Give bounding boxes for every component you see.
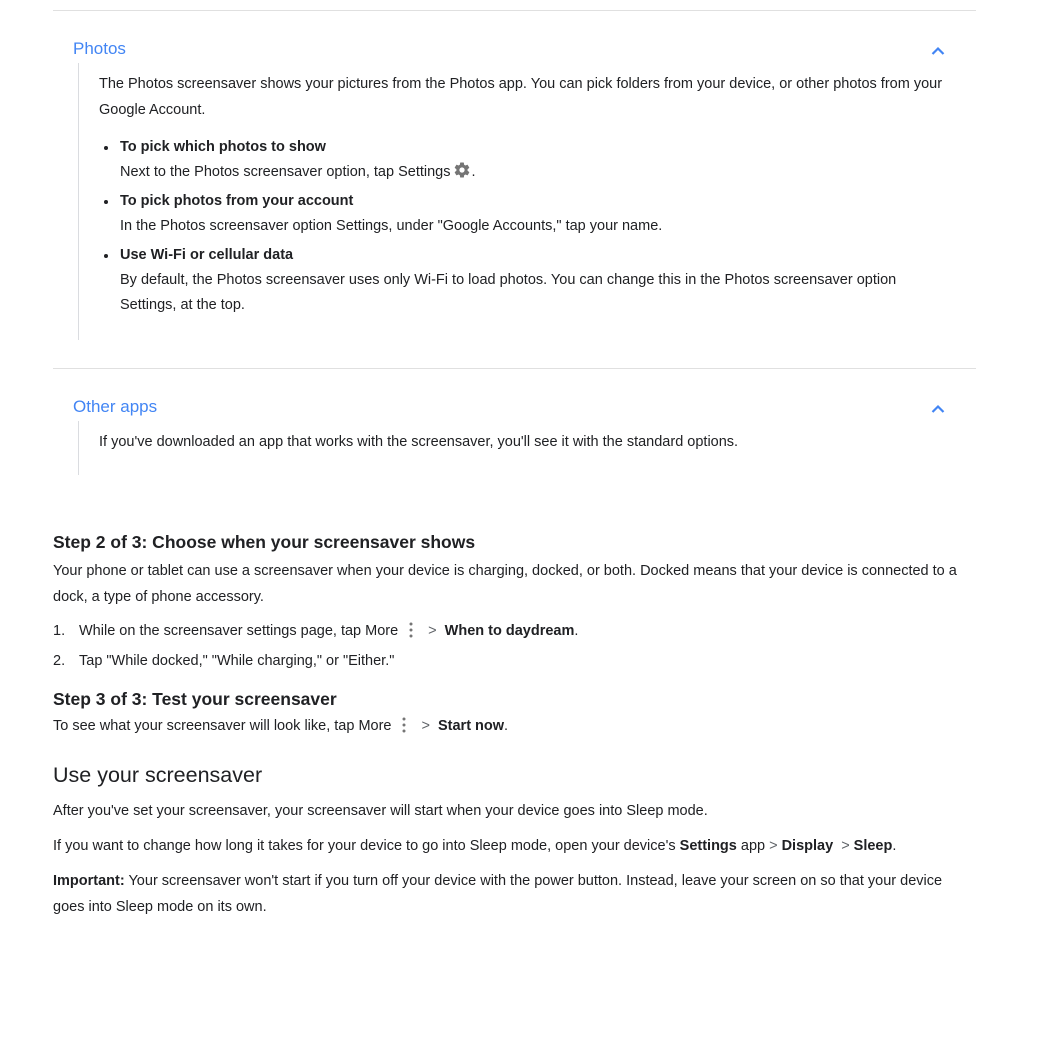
zippy-other-apps-header[interactable] — [53, 369, 976, 421]
list-item-number: 1. — [53, 623, 66, 639]
zippy-photos-body — [78, 63, 976, 340]
use-paragraph-3 — [53, 868, 976, 920]
zippy-photos-list — [99, 135, 946, 318]
list-item-heading: To pick photos from your account — [120, 193, 354, 209]
chevron-right-separator: > — [769, 838, 778, 854]
list-item-text-end: . — [471, 164, 476, 180]
step-2-section — [53, 531, 976, 674]
important-label: Important: — [53, 873, 125, 889]
step-3-bold: Start now — [437, 718, 505, 734]
app-word: app — [740, 838, 766, 854]
use-paragraph-1: After you've set your screensaver, your screensaver will start when your device goes into Sleep mode. — [53, 803, 708, 819]
gear-icon — [453, 161, 471, 179]
list-item-bold: When to daydream — [444, 623, 575, 639]
list-item-text: By default, the Photos screensaver uses only Wi-Fi to load photos. You can change this in the Photos screensaver option Settings, at the top. — [120, 272, 897, 313]
use-paragraph-2 — [53, 833, 976, 859]
more-vert-icon — [404, 621, 418, 639]
help-article — [53, 0, 976, 920]
zippy-photos-intro: The Photos screensaver shows your pictures from the Photos app. You can pick folders from your device, or other photos from your Google Account. — [99, 76, 943, 118]
list-item — [99, 135, 946, 185]
list-item-text: In the Photos screensaver option Settings, under "Google Accounts," tap your name. — [120, 218, 663, 234]
step-3-section — [53, 688, 976, 739]
zippy-other-apps-title[interactable]: Other apps — [73, 397, 158, 416]
list-item-text: While on the screensaver settings page, tap More — [79, 623, 399, 639]
use-heading: Use your screensaver — [53, 763, 263, 787]
step-3-end: . — [504, 718, 509, 734]
step-2-list — [53, 618, 976, 674]
step-3-text — [53, 713, 976, 739]
chevron-up-icon[interactable] — [928, 399, 948, 419]
settings-app-label: Settings — [679, 838, 737, 854]
zippy-photos — [53, 11, 976, 340]
zippy-other-apps-text: If you've downloaded an app that works with the screensaver, you'll see it with the standard options. — [99, 434, 739, 450]
list-item-heading: To pick which photos to show — [120, 139, 326, 155]
list-item — [53, 618, 976, 644]
step-3-text-main: To see what your screensaver will look like, tap More — [53, 718, 392, 734]
use-paragraph-3-text: Your screensaver won't start if you turn off your device with the power button. Instead, leave your screen on so that your device goes into Sleep mode on its own. — [53, 873, 943, 915]
use-paragraph-2-text: If you want to change how long it takes for your device to go into Sleep mode, open your device's — [53, 838, 676, 854]
sleep-label: Sleep — [853, 838, 893, 854]
list-item-heading: Use Wi-Fi or cellular data — [120, 247, 294, 263]
chevron-right-separator: > — [841, 838, 850, 854]
chevron-right-separator: > — [428, 623, 437, 639]
zippy-photos-title[interactable]: Photos — [73, 39, 126, 58]
zippy-photos-header[interactable] — [53, 11, 976, 63]
zippy-other-apps — [53, 369, 976, 475]
list-item-number: 2. — [53, 653, 66, 669]
list-item — [99, 243, 946, 318]
step-2-heading: Step 2 of 3: Choose when your screensaver shows — [53, 532, 476, 552]
display-label: Display — [781, 838, 834, 854]
list-item-text: Tap "While docked," "While charging," or "Either." — [79, 653, 395, 669]
step-3-heading: Step 3 of 3: Test your screensaver — [53, 689, 337, 709]
step-2-text: Your phone or tablet can use a screensaver when your device is charging, docked, or both. Docked means that your device is connected to a dock, a type of phone accessory. — [53, 563, 957, 605]
use-paragraph-2-end: . — [892, 838, 897, 854]
more-vert-icon — [397, 716, 411, 734]
zippy-other-apps-body — [78, 421, 976, 475]
list-item — [53, 648, 976, 674]
use-section — [53, 761, 976, 920]
list-item — [99, 189, 946, 239]
list-item-text: Next to the Photos screensaver option, tap Settings — [120, 164, 451, 180]
chevron-up-icon[interactable] — [928, 41, 948, 61]
chevron-right-separator: > — [421, 718, 430, 734]
list-item-end: . — [574, 623, 579, 639]
